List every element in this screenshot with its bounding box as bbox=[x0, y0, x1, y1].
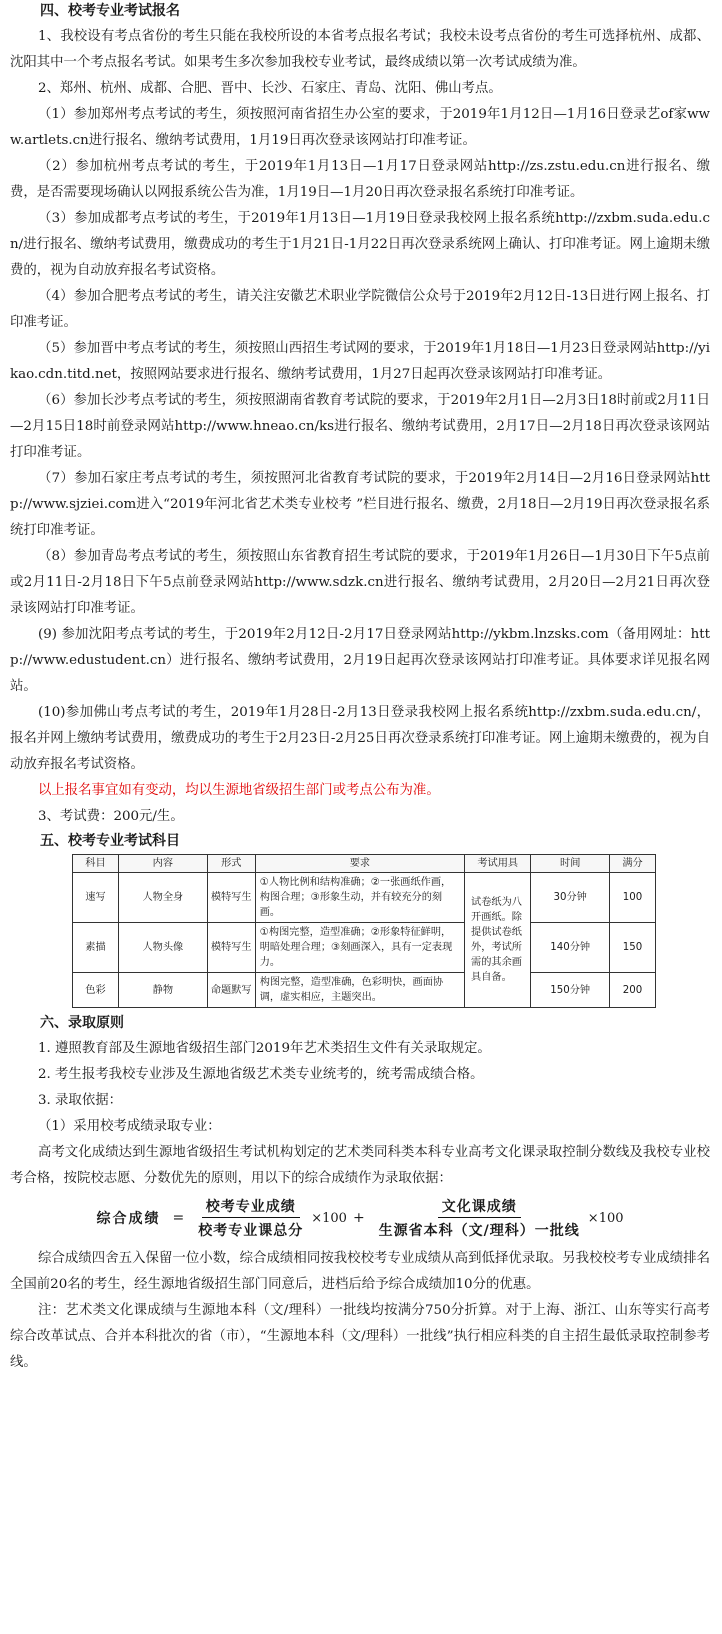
formula-equals: = bbox=[172, 1210, 185, 1226]
cell-time: 30分钟 bbox=[531, 873, 610, 923]
paragraph: （6）参加长沙考点考试的考生，须按照湖南省教育考试院的要求，于2019年2月1日—2月3日18时前或2月11日—2月15日18时前登录网站http://www.hneao.cn/ks进行报名、缴纳考试费用，2月17日—2月18日再次登录该网站打印准考证。 bbox=[10, 393, 710, 460]
table-header-row bbox=[73, 855, 656, 873]
cell-score: 200 bbox=[610, 973, 656, 1008]
cell-requirement: 构图完整，造型准确，色彩明快，画面协调，虚实相应，主题突出。 bbox=[255, 973, 464, 1008]
cell-requirement: ①构图完整，造型准确；②形象特征鲜明，明暗处理合理；③刻画深入，具有一定表现力。 bbox=[255, 923, 464, 973]
column-header: 考试用具 bbox=[465, 855, 531, 873]
cell-requirement: ①人物比例和结构准确；②一张画纸作画，构图合理；③形象生动，并有较充分的刻画。 bbox=[255, 873, 464, 923]
paragraph: （4）参加合肥考点考试的考生，请关注安徽艺术职业学院微信公众号于2019年2月12日-13日进行网上报名、打印准考证。 bbox=[10, 289, 710, 330]
cell-score: 150 bbox=[610, 923, 656, 973]
document bbox=[10, 0, 710, 1376]
numerator: 文化课成绩 bbox=[438, 1196, 521, 1218]
paragraph: 1、我校设有考点省份的考生只能在我校所设的本省考点报名考试；我校未设考点省份的考生可选择杭州、成都、沈阳其中一个考点报名考试。如果考生多次参加我校专业考试，最终成绩以第一次考试成绩为准。 bbox=[10, 29, 710, 70]
denominator: 校考专业课总分 bbox=[198, 1223, 304, 1239]
section-5-title: 五、校考专业考试科目 bbox=[40, 833, 180, 849]
cell-time: 140分钟 bbox=[531, 923, 610, 973]
paragraph: 2. 考生报考我校专业涉及生源地省级艺术类专业统考的，统考需成绩合格。 bbox=[38, 1067, 484, 1082]
formula-plus: + bbox=[352, 1210, 365, 1226]
multiplier: ×100 bbox=[311, 1210, 347, 1226]
column-header: 内容 bbox=[118, 855, 207, 873]
cell-score: 100 bbox=[610, 873, 656, 923]
paragraph: 综合成绩四舍五入保留一位小数，综合成绩相同按我校校考专业成绩从高到低择优录取。另我校校考专业成绩排名全国前20名的考生，经生源地省级招生部门同意后，进档后给予综合成绩加10分的优惠。 bbox=[10, 1251, 710, 1292]
fraction-professional bbox=[194, 1196, 307, 1240]
cell-form: 模特写生 bbox=[207, 923, 255, 973]
column-header: 满分 bbox=[610, 855, 656, 873]
denominator: 生源省本科（文/理科）一批线 bbox=[378, 1223, 580, 1239]
column-header: 要求 bbox=[255, 855, 464, 873]
column-header: 科目 bbox=[73, 855, 119, 873]
paragraph: (9) 参加沈阳考点考试的考生，于2019年2月12日-2月17日登录网站http://ykbm.lnzsks.com（备用网址：http://www.edustudent.cn）进行报名、缴纳考试费用，2月19日起再次登录该网站打印准考证。具体要求详见报名网站。 bbox=[10, 627, 710, 694]
paragraph: （3）参加成都考点考试的考生，于2019年1月13日—1月19日登录我校网上报名系统http://zxbm.suda.edu.cn/进行报名、缴纳考试费用，缴费成功的考生于1月21日-1月22日再次登录系统网上确认、打印准考证。网上逾期未缴费的，视为自动放弃报名考试资格。 bbox=[10, 211, 710, 278]
cell-content: 静物 bbox=[118, 973, 207, 1008]
paragraph: （1）采用校考成绩录取专业： bbox=[38, 1119, 221, 1134]
notice-text: 以上报名事宜如有变动，均以生源地省级招生部门或考点公布为准。 bbox=[38, 783, 440, 798]
cell-form: 命题默写 bbox=[207, 973, 255, 1008]
column-header: 时间 bbox=[531, 855, 610, 873]
fraction-cultural bbox=[375, 1196, 584, 1240]
table-row bbox=[73, 873, 656, 923]
paragraph: （7）参加石家庄考点考试的考生，须按照河北省教育考试院的要求，于2019年2月14日—2月16日登录网站http://www.sjziei.com进入“2019年河北省艺术类专业校考 ”栏目进行报名、缴费，2月18日—2月19日再次登录报名系统打印准考证。 bbox=[10, 471, 710, 538]
cell-subject: 素描 bbox=[73, 923, 119, 973]
cell-tools: 试卷纸为八开画纸。除提供试卷纸外，考试所需的其余画具自备。 bbox=[465, 873, 531, 1008]
paragraph: 注：艺术类文化课成绩与生源地本科（文/理科）一批线均按满分750分折算。对于上海、浙江、山东等实行高考综合改革试点、合并本科批次的省（市），“生源地本科（文/理科）一批线”执行相应科类的自主招生最低录取控制参考线。 bbox=[10, 1303, 710, 1370]
table-row bbox=[73, 973, 656, 1008]
paragraph: （5）参加晋中考点考试的考生，须按照山西招生考试网的要求，于2019年1月18日—1月23日登录网站http://yikao.cdn.titd.net，按照网站要求进行报名、缴纳考试费用，1月27日起再次登录该网站打印准考证。 bbox=[10, 341, 710, 382]
paragraph: （8）参加青岛考点考试的考生，须按照山东省教育招生考试院的要求，于2019年1月26日—1月30日下午5点前或2月11日-2月18日下午5点前登录网站http://www.sdzk.cn进行报名、缴纳考试费用，2月20日—2月21日再次登录该网站打印准考证。 bbox=[10, 549, 710, 616]
cell-content: 人物头像 bbox=[118, 923, 207, 973]
subjects-table bbox=[72, 854, 656, 1008]
paragraph: 3. 录取依据： bbox=[38, 1093, 122, 1108]
formula-label: 综合成绩 bbox=[96, 1211, 161, 1227]
cell-subject: 色彩 bbox=[73, 973, 119, 1008]
column-header: 形式 bbox=[207, 855, 255, 873]
section-6-title: 六、录取原则 bbox=[40, 1015, 124, 1031]
paragraph: 1. 遵照教育部及生源地省级招生部门2019年艺术类招生文件有关录取规定。 bbox=[38, 1041, 491, 1056]
cell-time: 150分钟 bbox=[531, 973, 610, 1008]
cell-form: 模特写生 bbox=[207, 873, 255, 923]
numerator: 校考专业成绩 bbox=[202, 1196, 300, 1218]
paragraph: （2）参加杭州考点考试的考生，于2019年1月13日—1月17日登录网站http://zs.zstu.edu.cn进行报名、缴费，是否需要现场确认以网报系统公告为准，1月19日—1月20日再次登录报名系统打印准考证。 bbox=[10, 159, 710, 200]
cell-subject: 速写 bbox=[73, 873, 119, 923]
paragraph: (10)参加佛山考点考试的考生，2019年1月28日-2月13日登录我校网上报名系统http://zxbm.suda.edu.cn/，报名并网上缴纳考试费用，缴费成功的考生于2月23日-2月25日再次登录系统打印准考证。网上逾期未缴费的，视为自动放弃报名考试资格。 bbox=[10, 705, 710, 772]
cell-content: 人物全身 bbox=[118, 873, 207, 923]
paragraph: 高考文化成绩达到生源地省级招生考试机构划定的艺术类同科类本科专业高考文化课录取控制分数线及我校专业校考合格，按院校志愿、分数优先的原则，用以下的综合成绩作为录取依据： bbox=[10, 1145, 710, 1186]
composite-score-formula bbox=[10, 1196, 710, 1240]
table-row bbox=[73, 923, 656, 973]
multiplier: ×100 bbox=[587, 1210, 624, 1226]
paragraph: （1）参加郑州考点考试的考生，须按照河南省招生办公室的要求，于2019年1月12日—1月16日登录艺of家www.artlets.cn进行报名、缴纳考试费用，1月19日再次登录该网站打印准考证。 bbox=[10, 107, 710, 148]
exam-fee: 3、考试费：200元/生。 bbox=[38, 809, 184, 824]
paragraph: 2、郑州、杭州、成都、合肥、晋中、长沙、石家庄、青岛、沈阳、佛山考点。 bbox=[38, 81, 502, 96]
section-4-title: 四、校考专业考试报名 bbox=[40, 3, 180, 19]
